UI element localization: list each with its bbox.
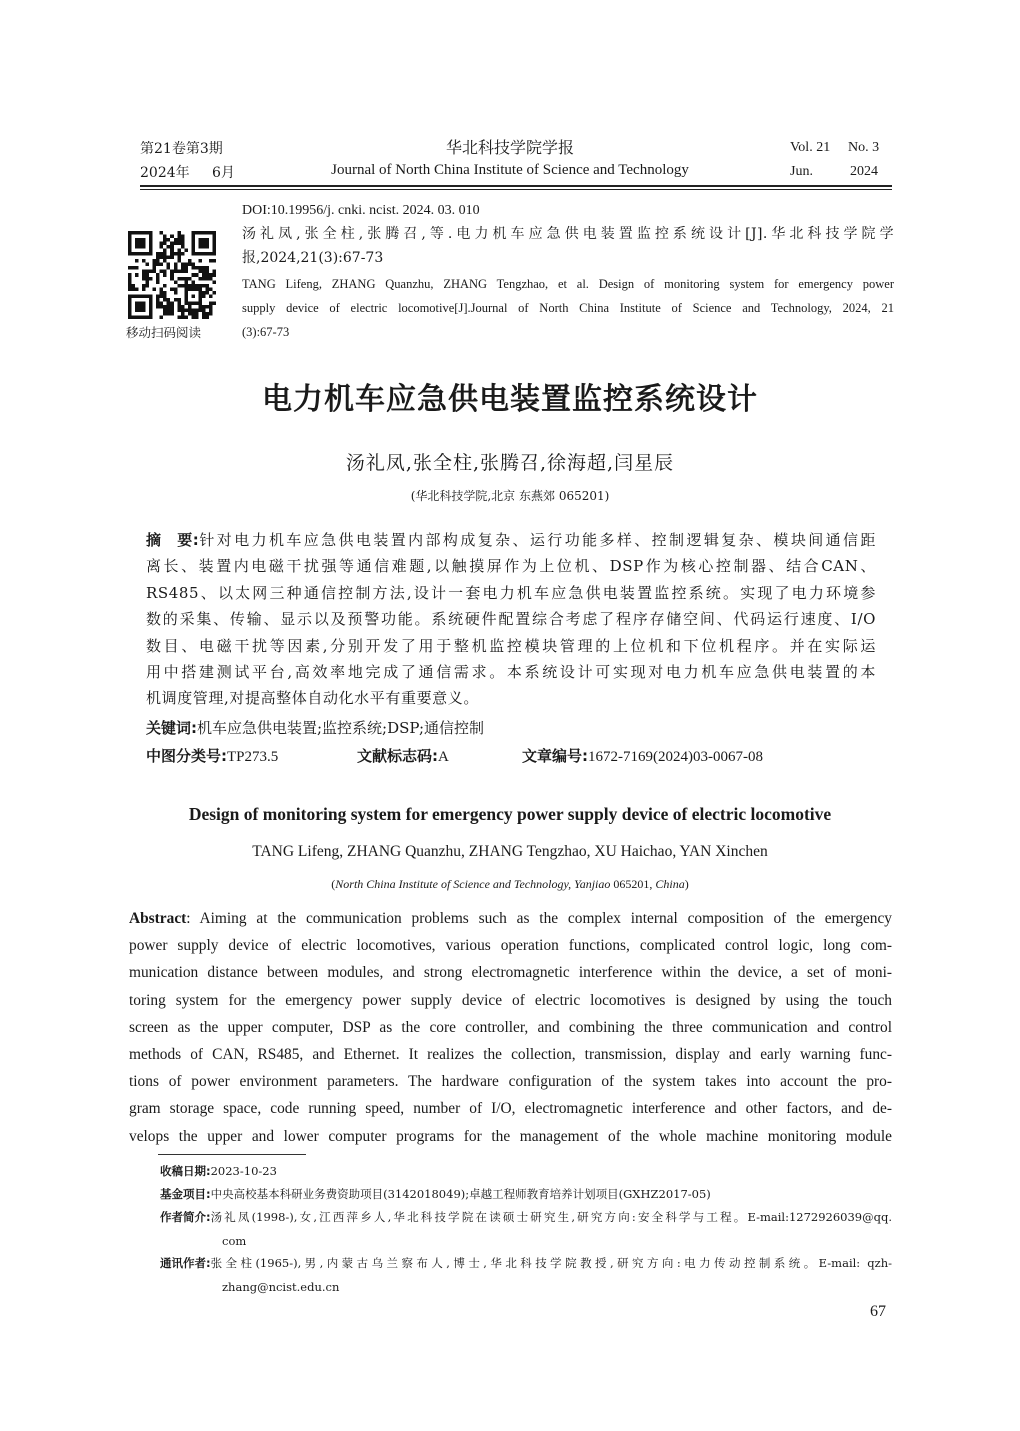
affil-institution: North China Institute of Science and Technology, Yanjiao — [335, 877, 611, 891]
qr-caption: 移动扫码阅读 — [126, 325, 202, 340]
journal-name-en: Journal of North China Institute of Science and Technology — [331, 162, 689, 178]
affil-open-paren: ( — [331, 877, 336, 891]
journal-name-zh: 华北科技学院学报 — [445, 138, 574, 157]
abstract-en-line: tions of power environment parameters. The hardware configuration of the system takes into account the pro- — [129, 1073, 892, 1091]
author-value-cont: com — [222, 1233, 247, 1248]
abstract-en-line: gram storage space, code running speed, number of I/O, electromagnetic interference and other factors, and de- — [129, 1100, 892, 1118]
abstract-zh-line: RS485、以太网三种通信控制方法,设计一套电力机车应急供电装置监控系统。实现了电力环境参 — [146, 583, 876, 602]
fund-value: 中央高校基本科研业务费资助项目(3142018049);卓越工程师教育培养计划项目(GXHZ2017-05) — [210, 1187, 711, 1201]
fund-label: 基金项目: — [160, 1187, 211, 1201]
abstract-zh-line: 数目、电磁干扰等因素,分别开发了用于整机监控模块管理的上位机和下位机程序。并在实际运 — [146, 636, 876, 655]
author-label: 作者简介: — [160, 1210, 211, 1224]
citation-zh-line-1: 汤礼凤,张全柱,张腾召,等.电力机车应急供电装置监控系统设计[J].华北科技学院学 — [242, 226, 894, 242]
author-value: 汤礼凤(1998-),女,江西萍乡人,华北科技学院在读硕士研究生,研究方向:安全科学与工程。E-mail:1272926039@qq. — [210, 1210, 892, 1224]
abstract-zh-line: 针对电力机车应急供电装置内部构成复杂、运行功能多样、控制逻辑复杂、模块间通信距 — [199, 531, 876, 549]
abstract-zh-line: 机调度管理,对提高整体自动化水平有重要意义。 — [146, 689, 479, 708]
clc-label: 中图分类号: — [146, 747, 227, 765]
keywords-value: 机车应急供电装置;监控系统;DSP;通信控制 — [197, 719, 485, 737]
corr-value-cont: zhang@ncist.edu.cn — [222, 1279, 340, 1294]
corr-label: 通讯作者: — [160, 1256, 211, 1270]
abstract-zh-line: 离长、装置内电磁干扰强等通信难题,以触摸屏作为上位机、DSP作为核心控制器、结合CAN、 — [146, 557, 876, 576]
month-en: Jun. — [790, 164, 813, 179]
doc-code-value: A — [438, 749, 449, 765]
paper-title-en: Design of monitoring system for emergency power supply device of electric locomotive — [188, 804, 832, 824]
article-no-label: 文章编号: — [522, 747, 588, 765]
keywords-label: 关键词: — [146, 719, 197, 737]
volume-issue-zh: 第21卷第3期 — [140, 141, 223, 157]
page-number: 67 — [870, 1303, 886, 1320]
received-value: 2023-10-23 — [210, 1164, 277, 1178]
clc-value: TP273.5 — [227, 749, 279, 765]
citation-en-line-1: TANG Lifeng, ZHANG Quanzhu, ZHANG Tengzhao, et al. Design of monitoring system for emergency power — [242, 277, 894, 291]
volume-en: Vol. 21 — [790, 140, 831, 155]
abstract-zh-line: 数的采集、传输、显示以及预警功能。系统硬件配置综合考虑了程序存储空间、代码运行速度、I/O — [146, 610, 876, 629]
article-no-value: 1672-7169(2024)03-0067-08 — [588, 749, 763, 765]
abstract-en-line: power supply device of electric locomotives, various operation functions, complicated control logic, long com- — [129, 937, 892, 955]
abstract-en-label: Abstract — [129, 910, 187, 927]
citation-en-line-3: (3):67-73 — [242, 325, 290, 339]
affil-country: China — [655, 877, 685, 891]
abstract-zh-line: 用中搭建测试平台,高效率地完成了通信需求。本系统设计可实现对电力机车应急供电装置的本 — [146, 663, 876, 682]
abstract-en — [129, 905, 892, 1150]
doc-code-label: 文献标志码: — [357, 747, 438, 765]
issue-en: No. 3 — [848, 140, 880, 155]
authors-en: TANG Lifeng, ZHANG Quanzhu, ZHANG Tengzhao, XU Haichao, YAN Xinchen — [252, 843, 768, 860]
abstract-en-line: : Aiming at the communication problems such as the complex internal composition of the emergency — [186, 910, 892, 927]
clc-number — [146, 745, 278, 766]
footnote-fund — [160, 1183, 711, 1207]
corr-value: 张全柱(1965-),男,内蒙古乌兰察布人,博士,华北科技学院教授,研究方向:电力传动控制系统。E-mail: qzh- — [210, 1256, 892, 1270]
abstract-zh-label: 摘 要: — [146, 531, 200, 549]
citation-zh-line-2: 报,2024,21(3):67-73 — [242, 250, 384, 266]
footnote-rule — [158, 1154, 306, 1155]
citation-en-line-2: supply device of electric locomotive[J].Journal of North China Institute of Science and Technology, 2024, 21 — [242, 301, 894, 315]
header-rule-top — [140, 185, 892, 187]
abstract-en-line: methods of CAN, RS485, and Ethernet. It realizes the collection, transmission, display and early warning func- — [129, 1045, 892, 1063]
article-number — [522, 745, 763, 766]
received-label: 收稿日期: — [160, 1164, 211, 1178]
document-code — [357, 745, 449, 766]
header-rule-bottom — [140, 189, 892, 190]
abstract-en-line: toring system for the emergency power supply device of electric locomotives is designed by using the touch — [129, 991, 892, 1009]
affil-postcode: 065201, — [610, 877, 656, 891]
footnote-author — [160, 1206, 892, 1253]
footnote-received — [160, 1160, 277, 1184]
abstract-zh — [146, 527, 876, 712]
footnote-corresponding — [160, 1252, 892, 1299]
affiliation-zh: (华北科技学院,北京 东燕郊 065201) — [410, 489, 610, 503]
date-year-zh: 2024年 — [140, 165, 190, 181]
affiliation-en — [0, 877, 1020, 892]
abstract-en-line: velops the upper and lower computer programs for the management of the whole machine monitoring module — [129, 1127, 892, 1145]
date-month-zh: 6月 — [212, 165, 235, 181]
authors-zh: 汤礼凤,张全柱,张腾召,徐海超,闫星辰 — [345, 452, 675, 474]
year-en: 2024 — [850, 164, 878, 179]
affil-close-paren: ) — [684, 877, 689, 891]
paper-title-zh: 电力机车应急供电装置监控系统设计 — [262, 382, 758, 417]
abstract-en-line: screen as the upper computer, DSP as the core controller, and combining the three communication and control — [129, 1018, 892, 1036]
abstract-en-line: munication distance between modules, and strong electromagnetic interference within the device, a set of moni- — [129, 964, 892, 982]
qr-code — [128, 231, 216, 319]
keywords-zh — [146, 717, 484, 738]
doi: DOI:10.19956/j. cnki. ncist. 2024. 03. 010 — [242, 203, 480, 218]
